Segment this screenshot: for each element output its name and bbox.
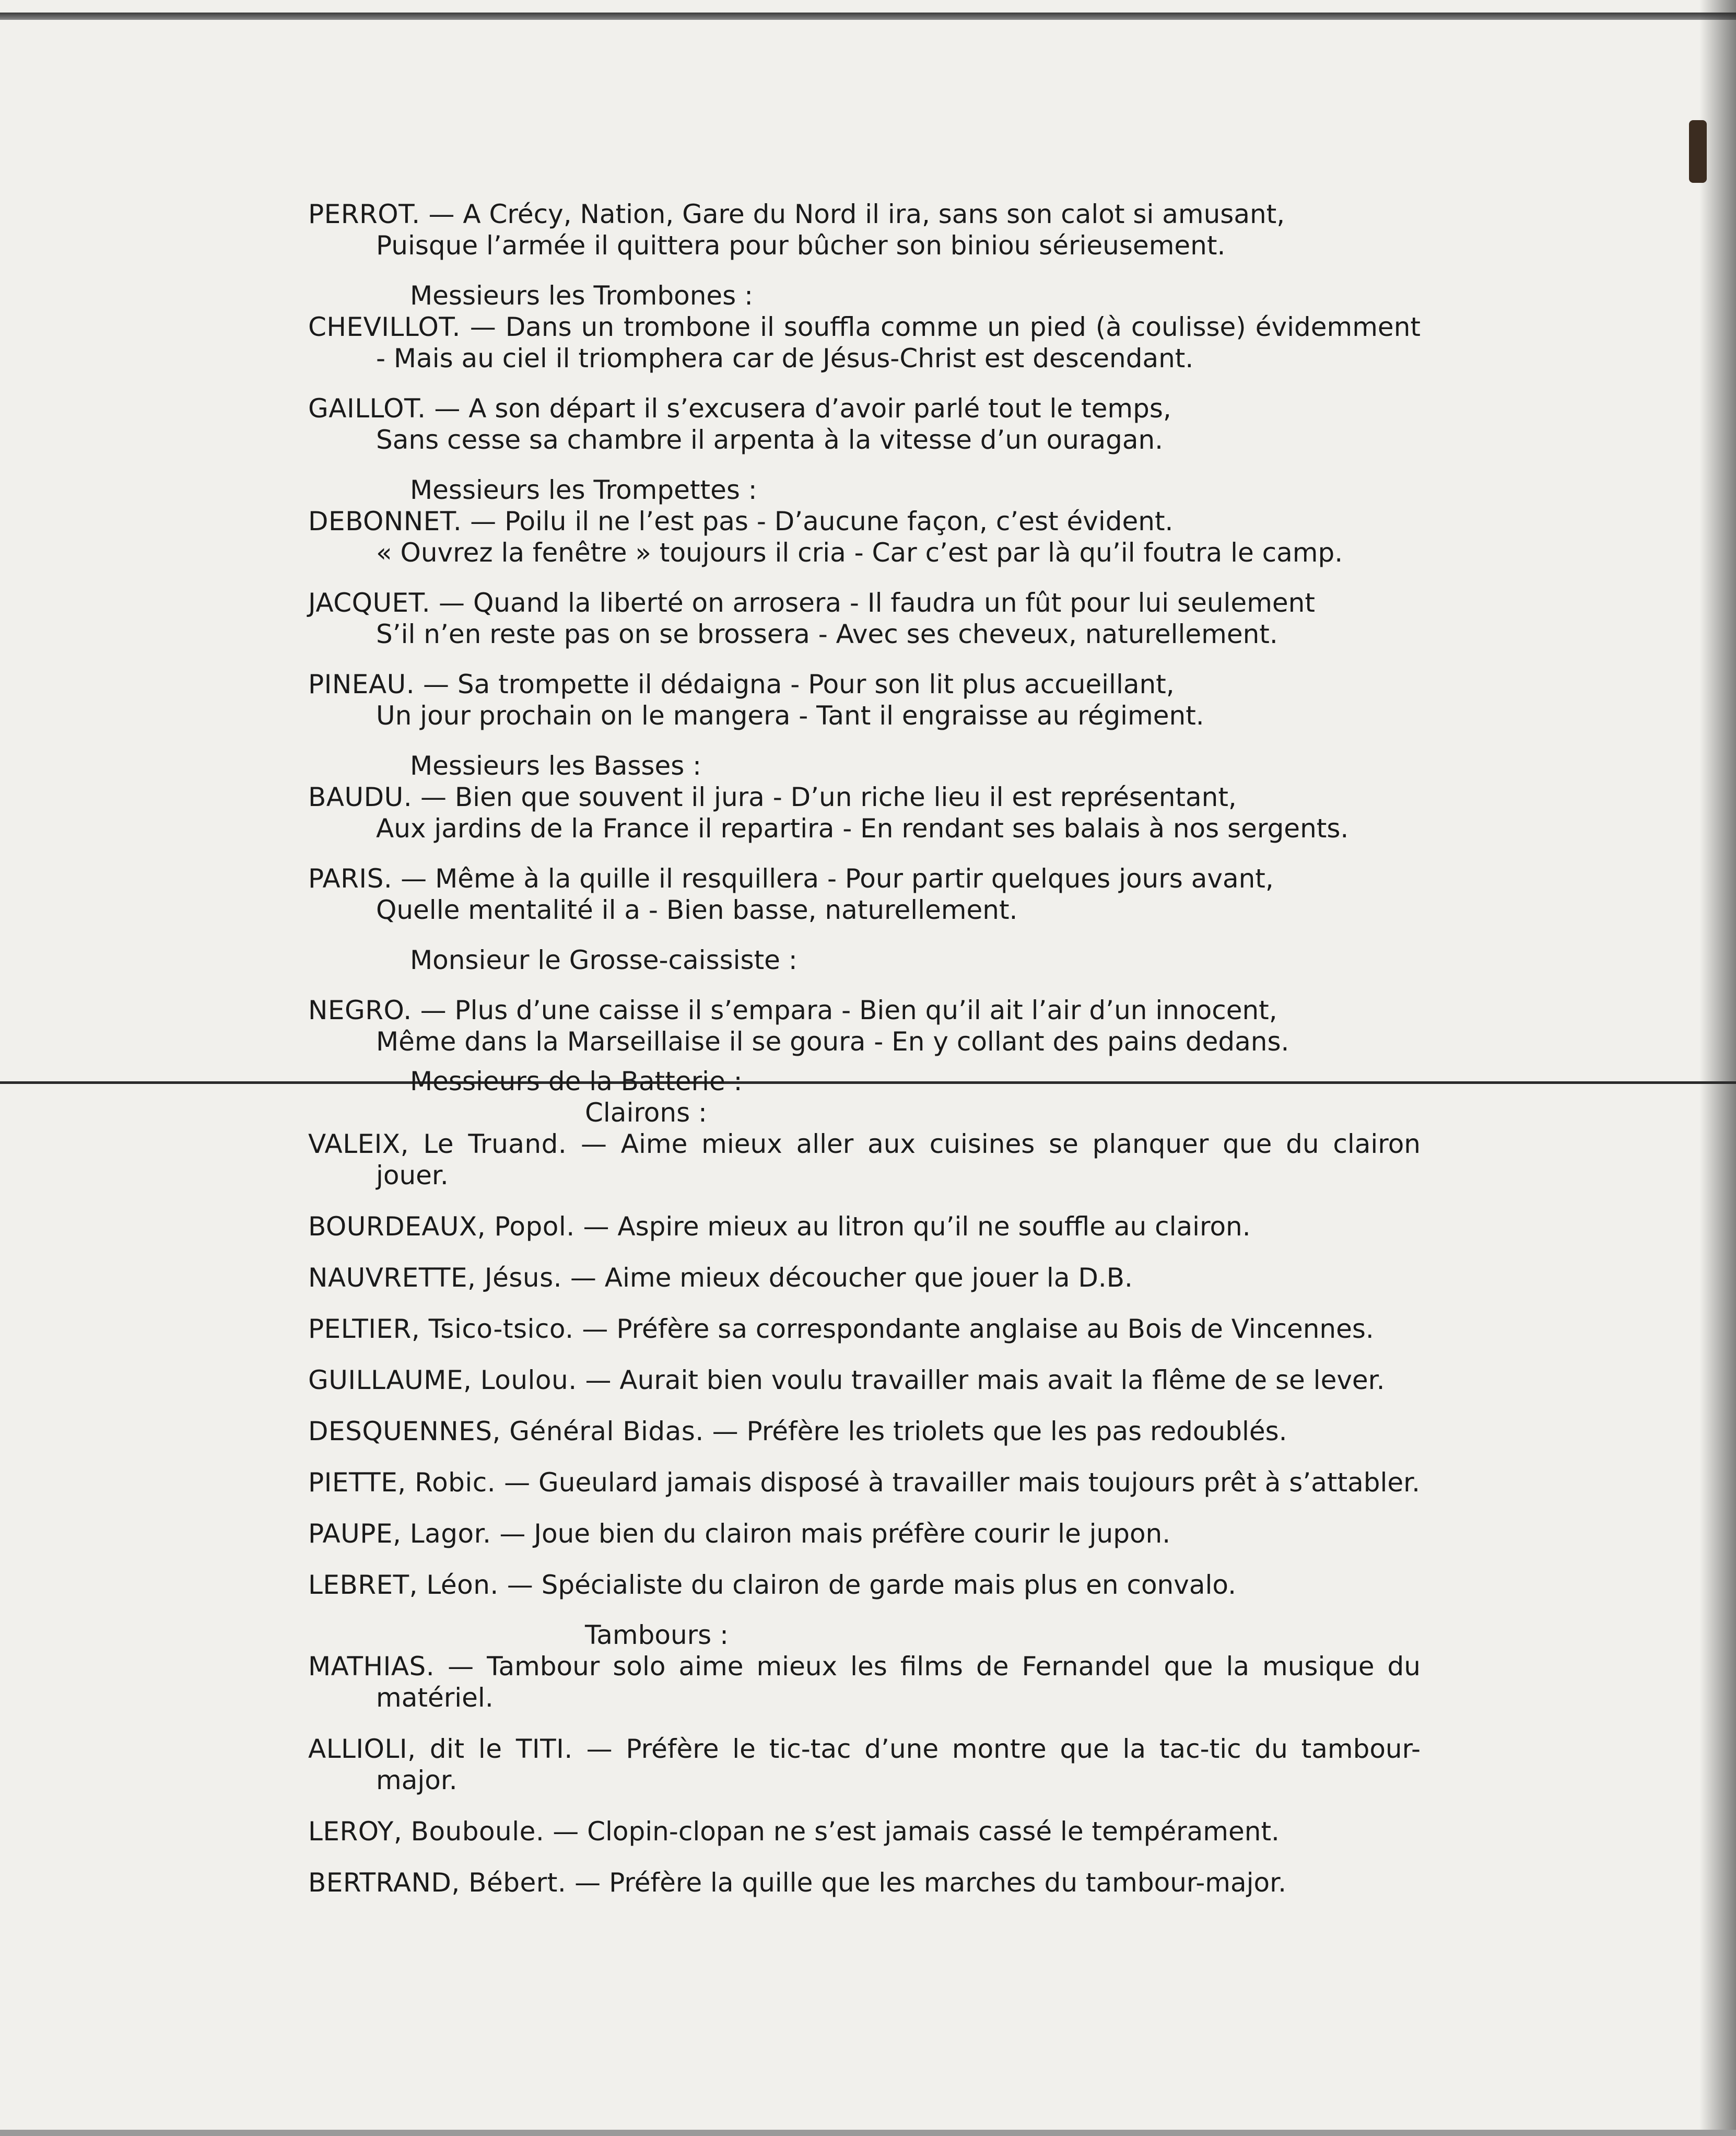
section-heading-basses: Messieurs les Basses : xyxy=(410,751,702,781)
entry-name: DEBONNET. xyxy=(308,506,462,536)
entry-text: — Aurait bien voulu travailler mais avait la flême de se lever. xyxy=(577,1365,1385,1395)
list-item-clairon xyxy=(308,1211,1421,1242)
entry-text: — Gueulard jamais disposé à travailler mais toujours prêt à s’attabler. xyxy=(496,1467,1420,1498)
entry-text: — Clopin-clopan ne s’est jamais cassé le tempérament. xyxy=(544,1816,1280,1847)
list-item-clairon xyxy=(308,1467,1421,1498)
entry-text: — Poilu il ne l’est pas - D’aucune façon, c’est évident. xyxy=(462,506,1174,536)
entry-name: JACQUET. xyxy=(308,588,431,618)
list-item-clairon xyxy=(308,1416,1421,1447)
entry-text-line2: Même dans la Marseillaise il se goura - En y collant des pains dedans. xyxy=(376,1026,1289,1057)
list-item-tambour xyxy=(308,1867,1421,1898)
entry-text: — Aspire mieux au litron qu’il ne souffle au clairon. xyxy=(574,1211,1251,1242)
entry-name: BOURDEAUX, Popol. xyxy=(308,1211,575,1242)
entry-paris xyxy=(308,863,1421,926)
entry-name: MATHIAS. xyxy=(308,1651,435,1682)
entry-perrot xyxy=(308,199,1421,261)
entry-text: — Spécialiste du clairon de garde mais plus en convalo. xyxy=(498,1570,1236,1600)
page-tab-mark xyxy=(1689,120,1707,183)
page-edge-right xyxy=(1699,0,1736,2136)
entry-text: — Joue bien du clairon mais préfère courir le jupon. xyxy=(491,1519,1171,1549)
entry-text: — A Crécy, Nation, Gare du Nord il ira, sans son calot si amusant, xyxy=(420,199,1285,229)
entry-name: NEGRO. xyxy=(308,995,412,1025)
entry-name: VALEIX, Le Truand. xyxy=(308,1129,567,1159)
entry-negro xyxy=(308,995,1421,1057)
entry-gaillot xyxy=(308,393,1421,456)
entry-text: — Préfère le tic-tac d’une montre que la tac-tic du tambour-major. xyxy=(376,1734,1421,1795)
entry-text: — Aime mieux découcher que jouer la D.B. xyxy=(562,1263,1133,1293)
entry-name: DESQUENNES, Général Bidas. xyxy=(308,1416,704,1446)
entry-text: — Préfère la quille que les marches du tambour-major. xyxy=(566,1867,1286,1898)
section-heading-trombones: Messieurs les Trombones : xyxy=(410,281,753,311)
entry-name: LEBRET, Léon. xyxy=(308,1570,499,1600)
entry-text: — Préfère sa correspondante anglaise au Bois de Vincennes. xyxy=(573,1314,1374,1344)
list-item-clairon xyxy=(308,1569,1421,1601)
entry-text-line2: Un jour prochain on le mangera - Tant il engraisse au régiment. xyxy=(376,701,1204,731)
entry-debonnet xyxy=(308,506,1421,568)
entry-text-line2: Puisque l’armée il quittera pour bûcher son biniou sérieusement. xyxy=(376,230,1226,261)
section-heading-batterie: Messieurs de la Batterie : xyxy=(410,1066,743,1096)
entry-text: — Même à la quille il resquillera - Pour partir quelques jours avant, xyxy=(392,863,1274,894)
list-item-tambour xyxy=(308,1816,1421,1847)
subheading-clairons: Clairons : xyxy=(585,1098,707,1128)
entry-name: PARIS. xyxy=(308,863,393,894)
page-edge-top xyxy=(0,13,1736,20)
entry-name: GAILLOT. xyxy=(308,393,426,424)
entry-text-line2: S’il n’en reste pas on se brossera - Avec ses cheveux, naturellement. xyxy=(376,619,1278,649)
entry-text-line2: « Ouvrez la fenêtre » toujours il cria - Car c’est par là qu’il foutra le camp. xyxy=(376,538,1343,568)
entry-name: ALLIOLI, dit le TITI. xyxy=(308,1734,573,1764)
entry-text: — Dans un trombone il souffla comme un pied (à coulisse) évidemment - Mais au ciel il triomphera car de Jésus-Christ est descendant. xyxy=(376,312,1421,373)
page-edge-bottom xyxy=(0,2130,1736,2136)
entry-text: — Plus d’une caisse il s’empara - Bien qu’il ait l’air d’un innocent, xyxy=(412,995,1277,1025)
entry-name: PELTIER, Tsico-tsico. xyxy=(308,1314,574,1344)
entry-baudu xyxy=(308,781,1421,844)
entry-text: — Sa trompette il dédaigna - Pour son lit plus accueillant, xyxy=(415,669,1175,699)
page-content xyxy=(308,199,1421,1898)
entry-name: NAUVRETTE, Jésus. xyxy=(308,1263,562,1293)
entry-text-line2: Sans cesse sa chambre il arpenta à la vitesse d’un ouragan. xyxy=(376,425,1164,455)
entry-text: — Bien que souvent il jura - D’un riche lieu il est représentant, xyxy=(412,782,1237,812)
entry-text: — Tambour solo aime mieux les films de Fernandel que la musique du matériel. xyxy=(376,1651,1421,1713)
entry-name: PERROT. xyxy=(308,199,420,229)
list-item-tambour xyxy=(308,1651,1421,1713)
entry-chevillot xyxy=(308,311,1421,374)
entry-name: PIETTE, Robic. xyxy=(308,1467,496,1498)
list-item-clairon xyxy=(308,1364,1421,1396)
entry-text: — Quand la liberté on arrosera - Il faudra un fût pour lui seulement xyxy=(430,588,1315,618)
entry-text: — Préfère les triolets que les pas redoublés. xyxy=(703,1416,1287,1446)
list-item-clairon xyxy=(308,1518,1421,1549)
entry-text: — A son départ il s’excusera d’avoir parlé tout le temps, xyxy=(426,393,1171,424)
entry-text-line2: Quelle mentalité il a - Bien basse, naturellement. xyxy=(376,895,1018,925)
entry-name: CHEVILLOT. xyxy=(308,312,461,342)
entry-text: — Aime mieux aller aux cuisines se planquer que du clairon jouer. xyxy=(376,1129,1421,1190)
list-item-clairon xyxy=(308,1313,1421,1345)
section-heading-grosse-caisse: Monsieur le Grosse-caissiste : xyxy=(410,945,797,975)
entry-pineau xyxy=(308,669,1421,731)
entry-name: PAUPE, Lagor. xyxy=(308,1519,491,1549)
entry-name: BERTRAND, Bébert. xyxy=(308,1867,567,1898)
entry-jacquet xyxy=(308,587,1421,650)
list-item-clairon xyxy=(308,1128,1421,1191)
entry-name: LEROY, Bouboule. xyxy=(308,1816,545,1847)
list-item-tambour xyxy=(308,1733,1421,1796)
entry-name: PINEAU. xyxy=(308,669,415,699)
section-heading-trompettes: Messieurs les Trompettes : xyxy=(410,475,757,505)
subheading-tambours: Tambours : xyxy=(585,1620,729,1650)
entry-name: GUILLAUME, Loulou. xyxy=(308,1365,577,1395)
list-item-clairon xyxy=(308,1262,1421,1293)
entry-name: BAUDU. xyxy=(308,782,413,812)
entry-text-line2: Aux jardins de la France il repartira - En rendant ses balais à nos sergents. xyxy=(376,813,1349,844)
